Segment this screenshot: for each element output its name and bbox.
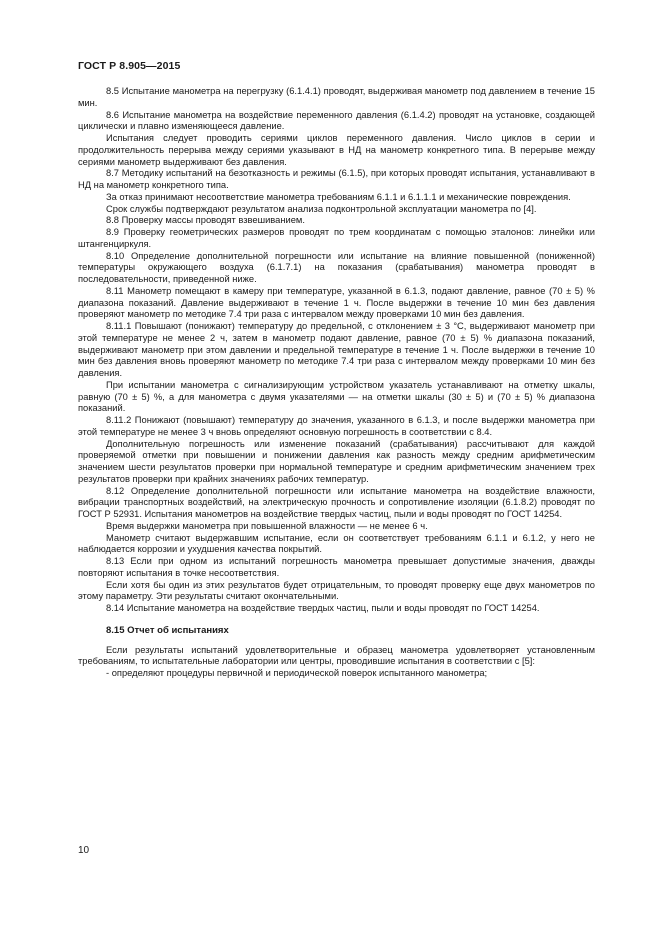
paragraph-results: Если результаты испытаний удовлетворительные и образец манометра удовлетворяет установленным требованиям, то испытательные лаборатории или центры, проводившие испытания в соответствии с [5]: xyxy=(78,644,595,667)
paragraph-signal-device: При испытании манометра с сигнализирующим устройством указатель устанавливают на отметку шкалы, равную (70 ± 5) %, а для манометра с двумя указателями — на отметки шкалы (30 ± 5) и (70 ± 5) % диапазона показаний. xyxy=(78,379,595,414)
paragraph-8-6: 8.6 Испытание манометра на воздействие переменного давления (6.1.4.2) проводят на установке, создающей циклически и плавно изменяющееся давление. xyxy=(78,109,595,132)
paragraph-cycles: Испытания следует проводить сериями циклов переменного давления. Число циклов в серии и продолжительность перерыва между сериями указывают в НД на манометр конкретного типа. В перерыве между сериями манометр выдерживают без давления. xyxy=(78,133,595,167)
paragraph-8-11-1: 8.11.1 Повышают (понижают) температуру до предельной, с отклонением ± 3 °С, выдерживают манометр при этой температуре не менее 2 ч, затем в манометр подают давление, равное (70 ± 5) % диапазона показаний, выдерживают манометр при этом давлении и предельной температуре в течение 1 ч. После выдержки в течение 10 мин без давления вновь проверяют манометр по методике 7.4 три раза с интервалом между проверками 10 мин без давления. xyxy=(78,321,595,378)
paragraph-humidity-time: Время выдержки манометра при повышенной влажности — не менее 6 ч. xyxy=(106,520,428,531)
paragraph-8-9: 8.9 Проверку геометрических размеров проводят по трем координатам с помощью эталонов: линейки или штангенциркуля. xyxy=(78,227,595,249)
paragraph-8-8: 8.8 Проверку массы проводят взвешиванием. xyxy=(106,215,305,226)
paragraph-8-11-2: 8.11.2 Понижают (повышают) температуру до значения, указанного в 6.1.3, и после выдержки манометра при этой температуре не менее 3 ч вновь определяют основную погрешность в соответствии с 8.4. xyxy=(78,415,595,437)
paragraph-service-life: Срок службы подтверждают результатом анализа подконтрольной эксплуатации манометра по [4]. xyxy=(106,203,537,214)
paragraph-8-14: 8.14 Испытание манометра на воздействие твердых частиц, пыли и воды проводят по ГОСТ 14254. xyxy=(106,603,540,613)
document-header: ГОСТ Р 8.905—2015 xyxy=(78,60,181,72)
paragraph-8-13: 8.13 Если при одном из испытаний погрешность манометра превышает допустимые значения, дважды повторяют испытания в точке несоответствия. xyxy=(78,556,595,578)
paragraph-negative-result: Если хотя бы один из этих результатов будет отрицательным, то проводят проверку еще двух манометров по этому параметру. Эти результаты считают окончательными. xyxy=(78,579,595,602)
paragraph-passed-test: Манометр считают выдержавшим испытание, если он соответствует требованиям 6.1.1 и 6.1.2, у него не наблюдается коррозии и ухудшения качества покрытий. xyxy=(78,532,595,555)
paragraph-8-7: 8.7 Методику испытаний на безотказность и режимы (6.1.5), при которых проводят испытания, устанавливают в НД на манометр конкретного типа. xyxy=(78,168,595,190)
page-number: 10 xyxy=(78,845,90,856)
document-body xyxy=(78,86,595,680)
paragraph-8-12: 8.12 Определение дополнительной погрешности или испытание манометра на воздействие влажности, вибрации транспортных воздействий, на электрическую прочность и сопротивление изоляции (6.1.8.2) проводят по ГОСТ Р 52931. Испытания манометров на воздействие твердых частиц, пыли и воды проводят по ГОСТ 14254. xyxy=(78,485,595,519)
list-item-procedures: - определяют процедуры первичной и периодической поверок испытанного манометра; xyxy=(106,668,488,678)
paragraph-additional-error: Дополнительную погрешность или изменение показаний (срабатывания) рассчитывают для каждой проверяемой отметки при повышении и понижении давления как разность между средним арифметическим значением шести результатов проверки при нормальной температуре и средним арифметическим значением трех результатов проверки при крайних значениях рабочих температур. xyxy=(78,438,595,484)
paragraph-8-5: 8.5 Испытание манометра на перегрузку (6.1.4.1) проводят, выдерживая манометр под давлением в течение 15 мин. xyxy=(78,86,595,108)
paragraph-8-10: 8.10 Определение дополнительной погрешности или испытание на влияние повышенной (пониженной) температуры окружающего воздуха (6.1.7.1) на показания (срабатывания) манометра проводят в последовательности, приведенной ниже. xyxy=(78,250,595,284)
paragraph-8-11: 8.11 Манометр помещают в камеру при температуре, указанной в 6.1.3, подают давление, равное (70 ± 5) % диапазона показаний. Давление выдерживают в течение 1 ч. После выдержки в течение 10 мин без давления проверяют манометр по методике 7.4 три раза с интервалом между проверками 10 мин без давления. xyxy=(78,285,595,320)
paragraph-failure: За отказ принимают несоответствие манометра требованиям 6.1.1 и 6.1.1.1 и механические повреждения. xyxy=(106,191,571,202)
section-heading-8-15: 8.15 Отчет об испытаниях xyxy=(106,624,229,636)
